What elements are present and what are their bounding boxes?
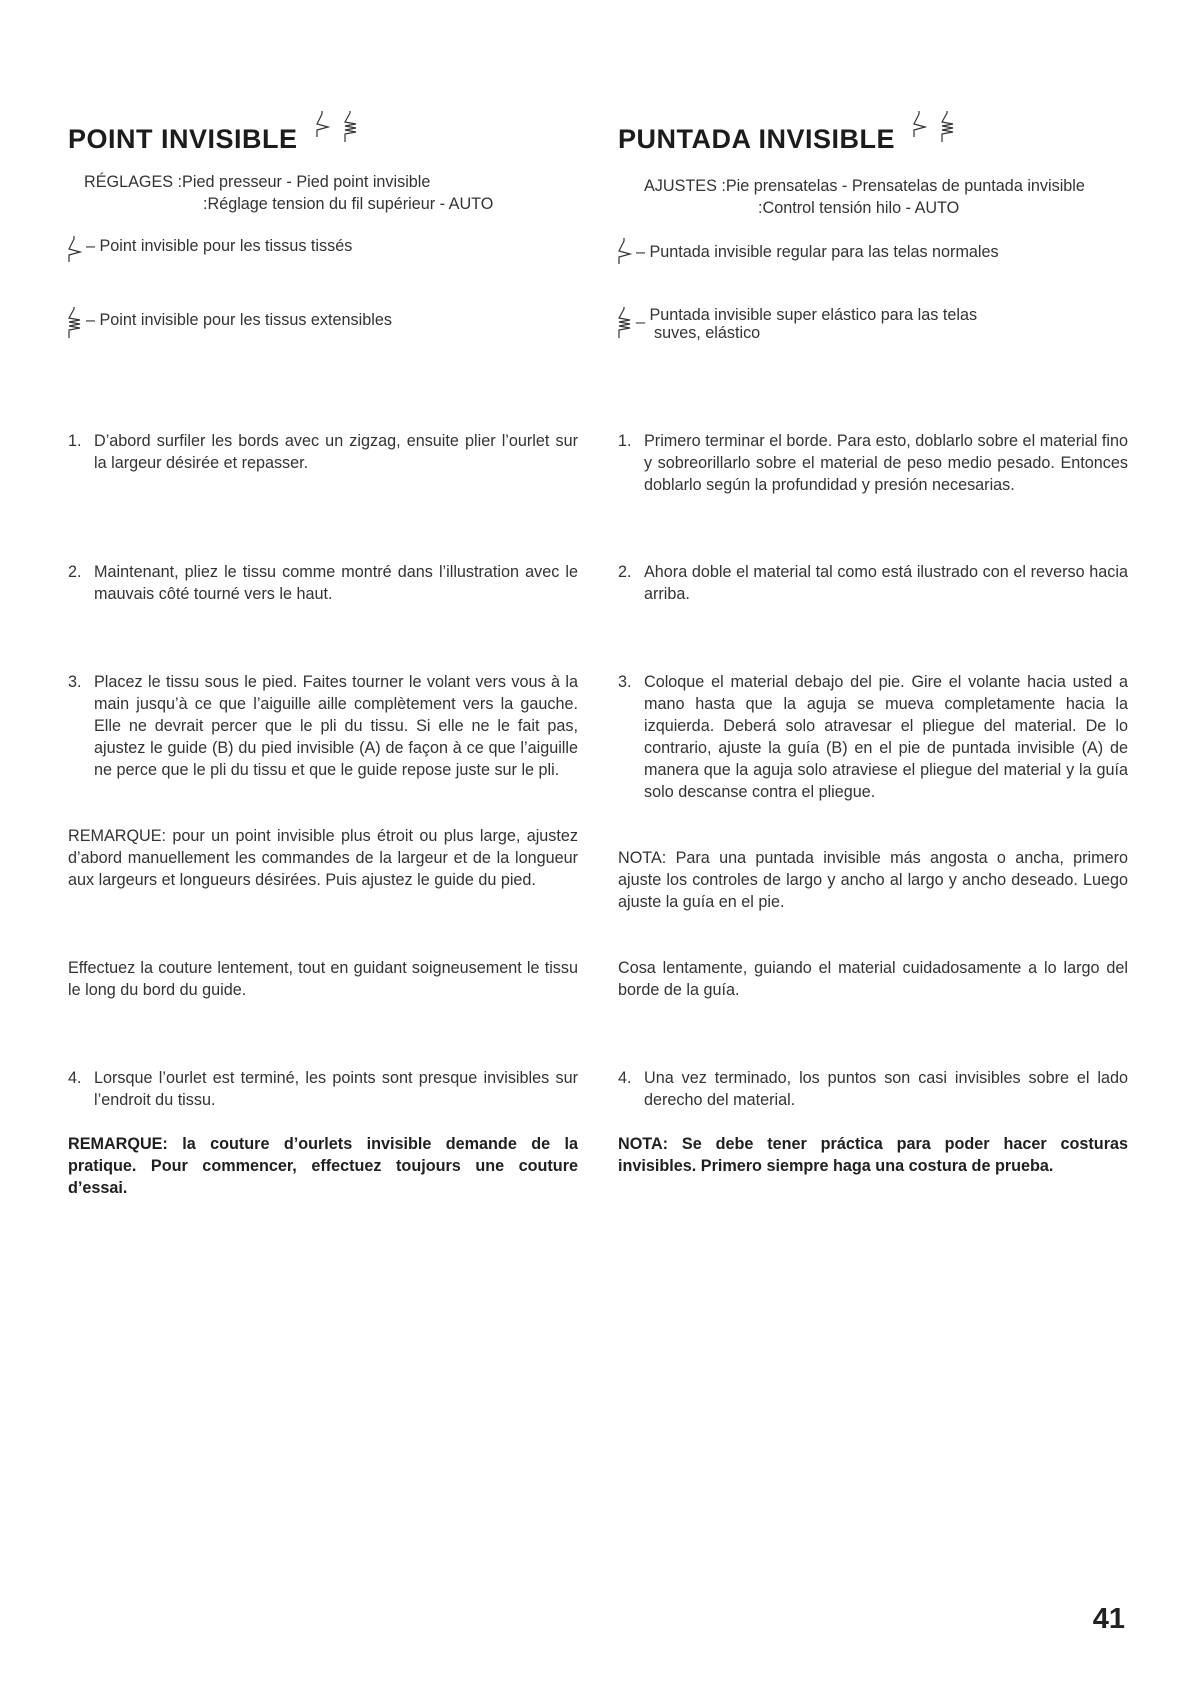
spanish-title-text: PUNTADA INVISIBLE (618, 124, 896, 154)
french-step-2-text: Maintenant, pliez le tissu comme montré dans l’illustration avec le mauvais côté tourné vers le haut. (94, 563, 578, 603)
spanish-step-4-text: Una vez terminado, los puntos son casi invisibles sobre el lado derecho del material. (644, 1069, 1128, 1109)
spanish-step-3-number: 3. (618, 673, 632, 691)
spanish-step-2-number: 2. (618, 563, 632, 581)
spanish-step-1-text: Primero terminar el borde. Para esto, doblarlo sobre el material fino y sobreorillarlo sobre el material de peso medio pesado. Entonces doblarlo según la profundidad y presión necesarias. (644, 432, 1128, 494)
spanish-stitch-stretch-line2: suves, elástico (654, 324, 761, 342)
spanish-step-4-number: 4. (618, 1069, 632, 1087)
spanish-step-3 (618, 671, 1128, 803)
french-stitch-stretch (68, 306, 392, 340)
french-step-1-number: 1. (68, 432, 82, 450)
french-stitch-woven-text: – Point invisible pour les tissus tissés (86, 237, 353, 255)
french-settings-line2: :Réglage tension du fil supérieur - AUTO (203, 195, 494, 213)
spanish-settings (644, 175, 1085, 219)
spanish-step-2 (618, 561, 1128, 605)
french-step-4-number: 4. (68, 1069, 82, 1087)
french-step-4 (68, 1067, 578, 1111)
french-note-practice: REMARQUE: la couture d’ourlets invisible demande de la pratique. Pour commencer, effectuez toujours une couture d’essai. (68, 1135, 578, 1197)
french-step-1 (68, 430, 578, 474)
french-step-1-text: D’abord surfiler les bords avec un zigzag, ensuite plier l’ourlet sur la largeur désirée et repasser. (94, 432, 578, 472)
blind-hem-stretch-stitch-icon (68, 306, 82, 340)
french-step-3-text: Placez le tissu sous le pied. Faites tourner le volant vers vous à la main jusqu’à ce que l’aiguille aille complètement vers la gauche. Elle ne devrait percer que le pli du tissu. Si elle ne le fait pas, ajustez le guide (B) du pied invisible (A) de façon à ce que l’aiguille ne perce que le pli du tissu et que le guide repose juste sur le pli. (94, 673, 578, 779)
spanish-stitch-woven-text: – Puntada invisible regular para las telas normales (636, 243, 999, 261)
page-number: 41 (1092, 1603, 1125, 1635)
french-title (68, 124, 358, 155)
french-stitch-woven (68, 235, 352, 265)
spanish-stitch-stretch (618, 306, 977, 342)
spanish-title-icons (913, 110, 955, 144)
french-step-4-text: Lorsque l’ourlet est terminé, les points sont presque invisibles sur l’endroit du tissu. (94, 1069, 578, 1109)
spanish-title (618, 124, 955, 155)
blind-hem-woven-stitch-icon (316, 110, 330, 140)
spanish-sew-slowly: Cosa lentamente, guiando el material cuidadosamente a lo largo del borde de la guía. (618, 959, 1128, 999)
french-step-2 (68, 561, 578, 605)
french-note-width-length: REMARQUE: pour un point invisible plus étroit ou plus large, ajustez d’abord manuellement les commandes de la largeur et de la longueur aux largeurs et longueurs désirées. Puis ajustez le guide du pied. (68, 827, 578, 889)
spanish-note-practice: NOTA: Se debe tener práctica para poder hacer costuras invisibles. Primero siempre haga una costura de prueba. (618, 1135, 1128, 1175)
french-sew-slowly: Effectuez la couture lentement, tout en guidant soigneusement le tissu le long du bord du guide. (68, 959, 578, 999)
french-stitch-stretch-text: – Point invisible pour les tissus extensibles (86, 311, 392, 329)
spanish-step-1 (618, 430, 1128, 496)
blind-hem-stretch-stitch-icon (941, 110, 955, 144)
spanish-stitch-woven (618, 237, 999, 267)
blind-hem-woven-stitch-icon (68, 235, 82, 265)
french-step-3-number: 3. (68, 673, 82, 691)
french-title-text: POINT INVISIBLE (68, 124, 298, 154)
blind-hem-woven-stitch-icon (618, 237, 632, 267)
spanish-stitch-stretch-text (636, 306, 977, 342)
blind-hem-woven-stitch-icon (913, 110, 927, 140)
spanish-step-3-text: Coloque el material debajo del pie. Gire el volante hacia usted a mano hasta que la aguja se mueva completamente hacia la izquierda. Deberá solo atravesar el pliegue del material. De lo contrario, ajuste la guía (B) en el pie de puntada invisible (A) de manera que la aguja solo atraviese el pliegue del material y la guía solo descanse contra el pliegue. (644, 673, 1128, 801)
french-settings (84, 171, 493, 215)
spanish-note-width-length: NOTA: Para una puntada invisible más angosta o ancha, primero ajuste los controles de largo y ancho al largo y ancho deseado. Luego ajuste la guía en el pie. (618, 849, 1128, 911)
spanish-stitch-stretch-line1: _ Puntada invisible super elástico para las telas (636, 306, 978, 324)
french-title-icons (316, 110, 358, 144)
spanish-step-1-number: 1. (618, 432, 632, 450)
spanish-settings-line2: :Control tensión hilo - AUTO (758, 199, 960, 217)
blind-hem-stretch-stitch-icon (344, 110, 358, 144)
blind-hem-stretch-stitch-icon (618, 306, 632, 340)
spanish-settings-line1: AJUSTES :Pie prensatelas - Prensatelas de puntada invisible (644, 177, 1085, 195)
french-settings-line1: RÉGLAGES :Pied presseur - Pied point invisible (84, 173, 431, 191)
spanish-step-4 (618, 1067, 1128, 1111)
french-step-2-number: 2. (68, 563, 82, 581)
french-step-3 (68, 671, 578, 781)
spanish-step-2-text: Ahora doble el material tal como está ilustrado con el reverso hacia arriba. (644, 563, 1128, 603)
